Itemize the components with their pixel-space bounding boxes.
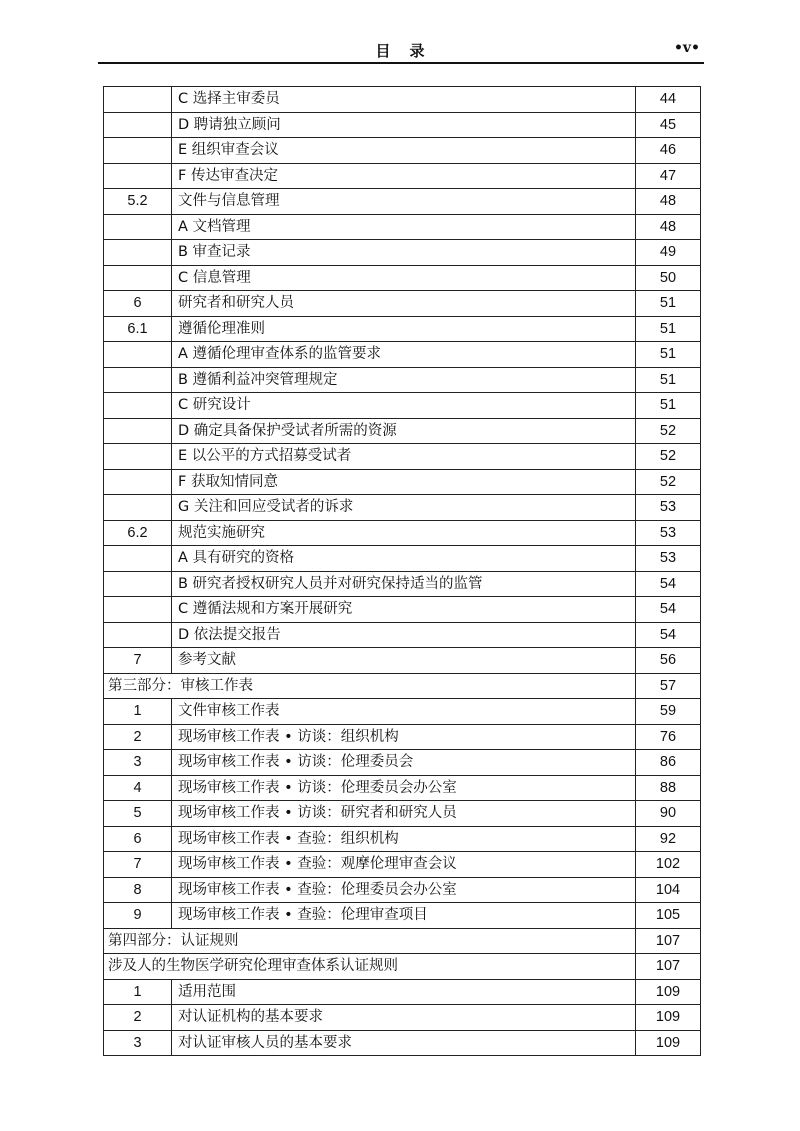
page-number: •v• <box>673 40 700 56</box>
toc-entry-title: 现场审核工作表 • 查验：组织机构 <box>172 826 636 852</box>
toc-entry-title: G 关注和回应受试者的诉求 <box>172 495 636 521</box>
toc-entry-number <box>104 163 172 189</box>
toc-entry-number: 6 <box>104 291 172 317</box>
toc-entry-title: 文件与信息管理 <box>172 189 636 215</box>
toc-row <box>104 444 701 470</box>
toc-entry-title: 现场审核工作表 • 访谈：组织机构 <box>172 724 636 750</box>
toc-entry-title: A 遵循伦理审查体系的监管要求 <box>172 342 636 368</box>
toc-entry-page: 45 <box>636 112 701 138</box>
toc-entry-page: 107 <box>636 954 701 980</box>
toc-entry-title: D 确定具备保护受试者所需的资源 <box>172 418 636 444</box>
toc-row <box>104 928 701 954</box>
toc-entry-page: 53 <box>636 520 701 546</box>
toc-entry-page: 52 <box>636 469 701 495</box>
toc-entry-title: 现场审核工作表 • 查验：观摩伦理审查会议 <box>172 852 636 878</box>
toc-entry-title: B 遵循利益冲突管理规定 <box>172 367 636 393</box>
toc-entry-title: 现场审核工作表 • 查验：伦理审查项目 <box>172 903 636 929</box>
toc-entry-page: 54 <box>636 571 701 597</box>
toc-entry-number: 2 <box>104 1005 172 1031</box>
toc-row <box>104 852 701 878</box>
toc-entry-title: F 获取知情同意 <box>172 469 636 495</box>
toc-entry-title: D 依法提交报告 <box>172 622 636 648</box>
toc-entry-title: 对认证机构的基本要求 <box>172 1005 636 1031</box>
toc-entry-page: 88 <box>636 775 701 801</box>
toc-row <box>104 648 701 674</box>
toc-row <box>104 826 701 852</box>
toc-entry-page: 54 <box>636 597 701 623</box>
toc-entry-number <box>104 469 172 495</box>
toc-entry-number: 7 <box>104 648 172 674</box>
toc-entry-page: 51 <box>636 316 701 342</box>
toc-row <box>104 393 701 419</box>
toc-entry-title: C 研究设计 <box>172 393 636 419</box>
toc-entry-page: 57 <box>636 673 701 699</box>
toc-row <box>104 979 701 1005</box>
toc-entry-number <box>104 622 172 648</box>
toc-entry-title: 现场审核工作表 • 访谈：伦理委员会办公室 <box>172 775 636 801</box>
toc-entry-title: B 研究者授权研究人员并对研究保持适当的监管 <box>172 571 636 597</box>
toc-entry-title: C 信息管理 <box>172 265 636 291</box>
toc-entry-page: 109 <box>636 1030 701 1056</box>
toc-entry-title: 文件审核工作表 <box>172 699 636 725</box>
toc-entry-number: 6.1 <box>104 316 172 342</box>
toc-entry-title: 规范实施研究 <box>172 520 636 546</box>
page-title: 目 录 <box>375 42 427 60</box>
toc-row <box>104 520 701 546</box>
toc-entry-page: 56 <box>636 648 701 674</box>
toc-entry-number: 3 <box>104 1030 172 1056</box>
toc-row <box>104 163 701 189</box>
toc-entry-number: 1 <box>104 979 172 1005</box>
toc-entry-number: 2 <box>104 724 172 750</box>
toc-row <box>104 903 701 929</box>
toc-row <box>104 622 701 648</box>
toc-entry-title: A 文档管理 <box>172 214 636 240</box>
toc-row <box>104 495 701 521</box>
toc-entry-number <box>104 546 172 572</box>
toc-entry-title: 现场审核工作表 • 访谈：伦理委员会 <box>172 750 636 776</box>
toc-entry-number <box>104 214 172 240</box>
toc-entry-title: E 以公平的方式招募受试者 <box>172 444 636 470</box>
toc-entry-number <box>104 265 172 291</box>
page-header <box>98 38 704 62</box>
toc-entry-number: 9 <box>104 903 172 929</box>
toc-entry-page: 102 <box>636 852 701 878</box>
toc-entry-number: 1 <box>104 699 172 725</box>
toc-row <box>104 265 701 291</box>
toc-entry-page: 44 <box>636 87 701 113</box>
toc-row <box>104 87 701 113</box>
toc-entry-number <box>104 393 172 419</box>
toc-entry-number: 6.2 <box>104 520 172 546</box>
toc-row <box>104 750 701 776</box>
toc-entry-title: 适用范围 <box>172 979 636 1005</box>
toc-row <box>104 469 701 495</box>
toc-entry-page: 50 <box>636 265 701 291</box>
toc-entry-title: 现场审核工作表 • 访谈：研究者和研究人员 <box>172 801 636 827</box>
toc-entry-number <box>104 444 172 470</box>
toc-row <box>104 699 701 725</box>
toc-entry-page: 51 <box>636 291 701 317</box>
toc-row <box>104 1030 701 1056</box>
toc-entry-title: F 传达审查决定 <box>172 163 636 189</box>
toc-entry-page: 46 <box>636 138 701 164</box>
toc-row <box>104 801 701 827</box>
toc-entry-number <box>104 597 172 623</box>
toc-entry-number <box>104 138 172 164</box>
toc-entry-page: 92 <box>636 826 701 852</box>
toc-entry-page: 53 <box>636 546 701 572</box>
toc-entry-title: 参考文献 <box>172 648 636 674</box>
toc-entry-page: 51 <box>636 342 701 368</box>
toc-table <box>103 86 701 1056</box>
toc-entry-page: 48 <box>636 214 701 240</box>
toc-section-title: 第四部分：认证规则 <box>104 928 636 954</box>
toc-entry-page: 47 <box>636 163 701 189</box>
toc-entry-number: 7 <box>104 852 172 878</box>
toc-entry-number: 5.2 <box>104 189 172 215</box>
toc-entry-title: C 遵循法规和方案开展研究 <box>172 597 636 623</box>
toc-row <box>104 775 701 801</box>
toc-row <box>104 418 701 444</box>
toc-entry-title: E 组织审查会议 <box>172 138 636 164</box>
toc-row <box>104 189 701 215</box>
toc-section-title: 第三部分：审核工作表 <box>104 673 636 699</box>
toc-entry-title: B 审查记录 <box>172 240 636 266</box>
toc-entry-page: 52 <box>636 418 701 444</box>
toc-entry-page: 104 <box>636 877 701 903</box>
toc-entry-number <box>104 112 172 138</box>
toc-entry-page: 76 <box>636 724 701 750</box>
toc-entry-page: 90 <box>636 801 701 827</box>
toc-entry-number: 4 <box>104 775 172 801</box>
toc-entry-title: D 聘请独立顾问 <box>172 112 636 138</box>
toc-entry-page: 51 <box>636 367 701 393</box>
toc-row <box>104 316 701 342</box>
toc-entry-page: 105 <box>636 903 701 929</box>
toc-row <box>104 214 701 240</box>
toc-row <box>104 138 701 164</box>
toc-entry-page: 49 <box>636 240 701 266</box>
toc-entry-page: 51 <box>636 393 701 419</box>
toc-entry-title: A 具有研究的资格 <box>172 546 636 572</box>
toc-entry-number <box>104 418 172 444</box>
toc-entry-page: 107 <box>636 928 701 954</box>
toc-entry-page: 52 <box>636 444 701 470</box>
toc-row <box>104 877 701 903</box>
toc-entry-page: 109 <box>636 979 701 1005</box>
toc-row <box>104 1005 701 1031</box>
toc-body <box>104 87 701 1056</box>
toc-entry-number: 6 <box>104 826 172 852</box>
toc-entry-title: 遵循伦理准则 <box>172 316 636 342</box>
toc-entry-number <box>104 367 172 393</box>
toc-row <box>104 571 701 597</box>
toc-row <box>104 954 701 980</box>
toc-entry-title: 对认证审核人员的基本要求 <box>172 1030 636 1056</box>
toc-entry-number: 8 <box>104 877 172 903</box>
toc-entry-page: 48 <box>636 189 701 215</box>
toc-entry-number <box>104 571 172 597</box>
toc-entry-page: 53 <box>636 495 701 521</box>
toc-row <box>104 724 701 750</box>
toc-entry-title: C 选择主审委员 <box>172 87 636 113</box>
toc-entry-page: 109 <box>636 1005 701 1031</box>
toc-row <box>104 546 701 572</box>
toc-entry-number: 5 <box>104 801 172 827</box>
toc-entry-number <box>104 342 172 368</box>
toc-row <box>104 367 701 393</box>
toc-entry-number: 3 <box>104 750 172 776</box>
toc-entry-title: 研究者和研究人员 <box>172 291 636 317</box>
toc-entry-number <box>104 240 172 266</box>
toc-row <box>104 112 701 138</box>
toc-entry-page: 59 <box>636 699 701 725</box>
toc-entry-number <box>104 87 172 113</box>
toc-entry-title: 现场审核工作表 • 查验：伦理委员会办公室 <box>172 877 636 903</box>
toc-row <box>104 342 701 368</box>
toc-row <box>104 597 701 623</box>
toc-row <box>104 673 701 699</box>
toc-row <box>104 291 701 317</box>
toc-row <box>104 240 701 266</box>
toc-entry-page: 54 <box>636 622 701 648</box>
header-rule <box>98 62 704 64</box>
toc-section-title: 涉及人的生物医学研究伦理审查体系认证规则 <box>104 954 636 980</box>
toc-entry-number <box>104 495 172 521</box>
toc-entry-page: 86 <box>636 750 701 776</box>
